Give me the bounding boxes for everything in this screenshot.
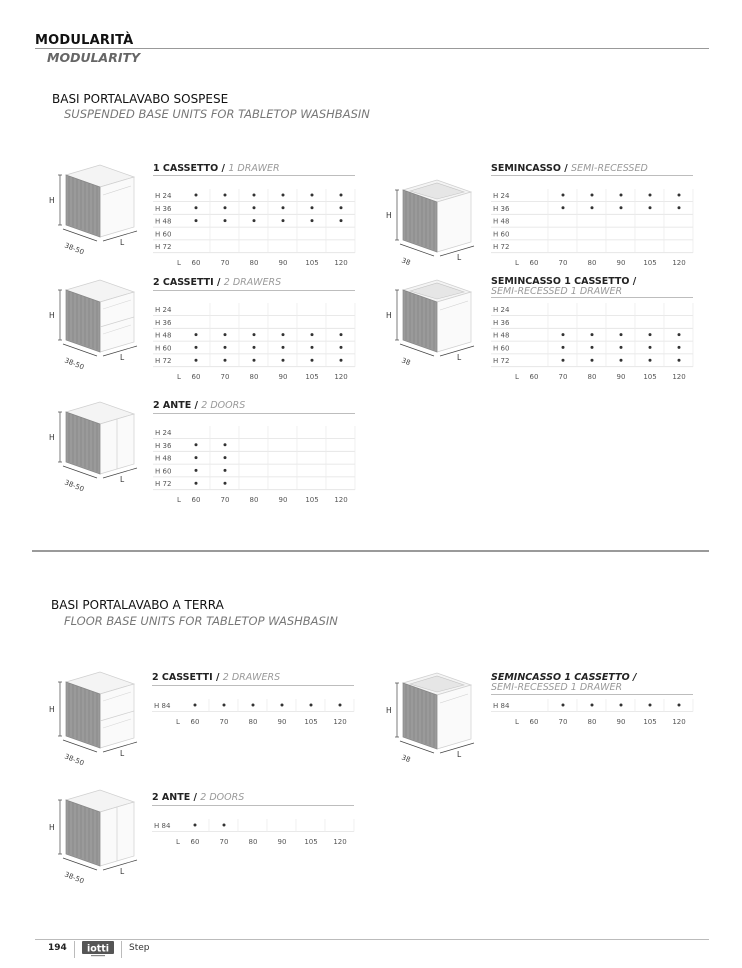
availability-dot: [311, 206, 314, 209]
row-label: H 24: [155, 192, 172, 200]
availability-table: [491, 303, 693, 381]
availability-dot: [311, 333, 314, 336]
column-header-width: 70: [558, 373, 568, 382]
availability-dot: [562, 359, 565, 362]
length-label: L: [457, 353, 462, 362]
availability-dot: [195, 469, 198, 472]
cabinet-illustration: [49, 165, 137, 256]
length-label: L: [120, 475, 125, 484]
column-header-label: L: [176, 838, 180, 846]
footer-separator: [74, 941, 75, 958]
cabinet-side: [66, 800, 100, 866]
column-header-width: 120: [333, 718, 347, 726]
row-label: H 48: [493, 331, 510, 340]
column-header-width: 70: [558, 259, 568, 268]
column-header-width: 70: [558, 718, 568, 726]
column-header-width: 90: [278, 259, 288, 268]
cabinet-front: [437, 292, 471, 352]
availability-dot: [195, 333, 198, 336]
height-label: H: [386, 211, 392, 220]
length-label: L: [120, 353, 125, 362]
column-header-width: 105: [643, 718, 657, 726]
column-header-width: 90: [616, 259, 626, 268]
availability-dot: [195, 194, 198, 197]
column-header-width: 105: [304, 838, 318, 846]
column-header-width: 90: [278, 373, 288, 382]
row-label: H 84: [154, 702, 171, 710]
availability-dot: [253, 333, 256, 336]
row-label: H 24: [493, 306, 510, 314]
availability-table: [152, 699, 354, 726]
column-header-width: 80: [587, 373, 597, 382]
length-label: L: [457, 253, 462, 262]
availability-dot: [311, 194, 314, 197]
depth-label: 38-50: [63, 241, 86, 257]
group-title-2-drawers: 2 CASSETTI / 2 DRAWERS: [153, 277, 282, 288]
height-label: H: [49, 705, 55, 714]
cabinet-front: [100, 177, 134, 237]
availability-dot: [253, 346, 256, 349]
availability-dot: [562, 333, 565, 336]
column-header-width: 80: [587, 718, 597, 726]
row-label: H 72: [493, 357, 510, 366]
availability-dot: [591, 194, 594, 197]
cabinet-illustration: [386, 673, 474, 764]
row-label: H 24: [155, 429, 172, 437]
column-header-width: 70: [219, 718, 229, 726]
availability-dot: [194, 824, 197, 827]
column-header-width: 120: [672, 259, 686, 268]
row-label: H 60: [493, 344, 510, 353]
depth-label: 38-50: [63, 870, 86, 886]
row-label: H 72: [155, 357, 172, 366]
column-header-width: 120: [334, 259, 348, 268]
availability-dot: [224, 219, 227, 222]
availability-dot: [253, 219, 256, 222]
group-title-floor-2-drawers: 2 CASSETTI / 2 DRAWERS: [152, 672, 281, 683]
row-label: H 48: [155, 331, 172, 340]
depth-label: 38: [400, 256, 412, 268]
row-label: H 60: [155, 230, 172, 239]
row-label: H 60: [155, 467, 172, 476]
cabinet-illustration: [49, 790, 137, 885]
group-title-floor-semi-recessed-1-drawer: SEMINCASSO 1 CASSETTO / SEMI-RECESSED 1 DRAWER: [491, 672, 637, 693]
column-header-width: 70: [220, 259, 230, 268]
column-header-width: 90: [277, 718, 287, 726]
page-subtitle: MODULARITY: [47, 50, 141, 65]
availability-dot: [224, 206, 227, 209]
availability-dot: [591, 333, 594, 336]
availability-dot: [340, 206, 343, 209]
column-header-width: 120: [672, 718, 686, 726]
availability-dot: [223, 824, 226, 827]
column-header-width: 105: [305, 373, 319, 382]
length-label: L: [120, 867, 125, 876]
cabinet-side: [66, 682, 100, 748]
availability-dot: [339, 704, 342, 707]
footer-divider: [35, 939, 709, 940]
availability-dot: [224, 469, 227, 472]
cabinet-illustration: [386, 280, 474, 367]
column-header-width: 105: [305, 259, 319, 268]
column-header-width: 60: [529, 373, 539, 382]
column-header-width: 80: [249, 496, 259, 505]
column-header-width: 80: [248, 718, 258, 726]
availability-dot: [620, 206, 623, 209]
availability-dot: [311, 219, 314, 222]
column-header-width: 120: [672, 373, 686, 382]
column-header-width: 70: [219, 838, 229, 846]
availability-dot: [281, 704, 284, 707]
column-header-width: 60: [191, 373, 201, 382]
row-label: H 24: [155, 306, 172, 314]
row-label: H 72: [155, 480, 172, 489]
row-label: H 36: [493, 318, 510, 327]
availability-dot: [310, 704, 313, 707]
row-label: H 48: [155, 217, 172, 226]
availability-table: [153, 189, 355, 267]
row-label: H 36: [155, 441, 172, 450]
section-title-floor: BASI PORTALAVABO A TERRA: [51, 598, 224, 612]
column-header-width: 80: [248, 838, 258, 846]
availability-dot: [620, 704, 623, 707]
availability-dot: [224, 482, 227, 485]
availability-dot: [224, 456, 227, 459]
column-header-width: 105: [304, 718, 318, 726]
availability-dot: [224, 359, 227, 362]
availability-dot: [282, 219, 285, 222]
column-header-width: 120: [333, 838, 347, 846]
availability-dot: [591, 704, 594, 707]
section-subtitle-floor: FLOOR BASE UNITS FOR TABLETOP WASHBASIN: [64, 614, 338, 628]
availability-dot: [340, 219, 343, 222]
availability-dot: [649, 704, 652, 707]
column-header-width: 105: [643, 373, 657, 382]
row-label: H 48: [493, 217, 510, 226]
availability-dot: [591, 359, 594, 362]
column-header-label: L: [515, 718, 519, 726]
availability-dot: [562, 194, 565, 197]
column-header-label: L: [176, 718, 180, 726]
height-label: H: [386, 706, 392, 715]
availability-table: [153, 303, 355, 381]
column-header-width: 60: [190, 838, 200, 846]
section-title-suspended: BASI PORTALAVABO SOSPESE: [52, 92, 229, 106]
availability-dot: [195, 359, 198, 362]
availability-dot: [253, 194, 256, 197]
svg-text:iotti: iotti: [86, 943, 110, 955]
column-header-label: L: [515, 259, 519, 268]
row-label: H 60: [493, 230, 510, 239]
column-header-width: 60: [191, 496, 201, 505]
availability-dot: [194, 704, 197, 707]
availability-table: [153, 426, 355, 504]
iotti-logo-icon: [82, 939, 114, 959]
group-title-2-doors: 2 ANTE / 2 DOORS: [153, 400, 246, 411]
group-title-semi-recessed-1-drawer: SEMINCASSO 1 CASSETTO / SEMI-RECESSED 1 DRAWER: [491, 276, 637, 297]
availability-dot: [311, 346, 314, 349]
column-header-label: L: [177, 373, 181, 382]
row-label: H 60: [155, 344, 172, 353]
cabinet-illustration: [49, 672, 137, 767]
depth-label: 38: [400, 753, 412, 765]
availability-dot: [591, 206, 594, 209]
availability-dot: [224, 333, 227, 336]
availability-table: [152, 819, 354, 846]
availability-table: [491, 189, 693, 267]
row-label: H 36: [155, 318, 172, 327]
availability-dot: [195, 443, 198, 446]
availability-dot: [649, 194, 652, 197]
depth-label: 38-50: [63, 478, 86, 494]
availability-dot: [252, 704, 255, 707]
cabinet-illustration: [386, 180, 474, 267]
height-label: H: [49, 433, 55, 442]
column-header-width: 80: [249, 373, 259, 382]
depth-label: 38-50: [63, 356, 86, 372]
row-label: H 48: [155, 454, 172, 463]
column-header-width: 105: [643, 259, 657, 268]
column-header-width: 120: [334, 496, 348, 505]
row-label: H 36: [493, 204, 510, 213]
availability-dot: [678, 359, 681, 362]
row-label: H 84: [154, 822, 171, 830]
availability-dot: [195, 482, 198, 485]
availability-dot: [195, 219, 198, 222]
column-header-width: 80: [249, 259, 259, 268]
availability-dot: [678, 346, 681, 349]
column-header-label: L: [177, 259, 181, 268]
row-label: H 24: [493, 192, 510, 200]
availability-dot: [649, 359, 652, 362]
availability-dot: [195, 206, 198, 209]
availability-dot: [340, 194, 343, 197]
height-label: H: [49, 823, 55, 832]
availability-dot: [678, 704, 681, 707]
column-header-width: 70: [220, 373, 230, 382]
availability-dot: [620, 333, 623, 336]
availability-dot: [620, 346, 623, 349]
length-label: L: [120, 238, 125, 247]
availability-dot: [253, 359, 256, 362]
depth-label: 38: [400, 356, 412, 368]
availability-dot: [224, 443, 227, 446]
footer-separator: [121, 941, 122, 958]
section-subtitle-suspended: SUSPENDED BASE UNITS FOR TABLETOP WASHBASIN: [64, 107, 370, 121]
row-label: H 84: [493, 702, 510, 710]
availability-dot: [340, 333, 343, 336]
availability-dot: [591, 346, 594, 349]
page-number: 194: [48, 943, 67, 953]
cabinet-side: [403, 683, 437, 749]
cabinet-front: [437, 192, 471, 252]
column-header-width: 90: [616, 718, 626, 726]
column-header-width: 60: [190, 718, 200, 726]
availability-dot: [649, 206, 652, 209]
availability-dot: [678, 206, 681, 209]
availability-dot: [678, 333, 681, 336]
availability-dot: [649, 346, 652, 349]
group-title-floor-2-doors: 2 ANTE / 2 DOORS: [152, 792, 245, 803]
availability-table: [491, 699, 693, 726]
availability-dot: [562, 206, 565, 209]
height-label: H: [49, 311, 55, 320]
availability-dot: [224, 194, 227, 197]
availability-dot: [562, 346, 565, 349]
column-header-width: 60: [191, 259, 201, 268]
column-header-width: 80: [587, 259, 597, 268]
column-header-width: 90: [278, 496, 288, 505]
column-header-label: L: [177, 496, 181, 505]
availability-dot: [224, 346, 227, 349]
availability-dot: [282, 346, 285, 349]
availability-dot: [678, 194, 681, 197]
column-header-width: 90: [277, 838, 287, 846]
group-title-1-drawer: 1 CASSETTO / 1 DRAWER: [153, 163, 280, 174]
availability-dot: [649, 333, 652, 336]
availability-dot: [562, 704, 565, 707]
length-label: L: [120, 749, 125, 758]
row-label: H 72: [155, 243, 172, 252]
cabinet-illustration: [49, 402, 137, 493]
availability-dot: [620, 359, 623, 362]
availability-dot: [340, 359, 343, 362]
availability-dot: [340, 346, 343, 349]
availability-dot: [282, 359, 285, 362]
cabinet-illustration: [49, 280, 137, 371]
column-header-width: 60: [529, 718, 539, 726]
group-title-semi-recessed: SEMINCASSO / SEMI-RECESSED: [491, 163, 648, 174]
availability-dot: [195, 346, 198, 349]
column-header-width: 120: [334, 373, 348, 382]
collection-name: Step: [129, 943, 150, 953]
column-header-width: 70: [220, 496, 230, 505]
availability-dot: [223, 704, 226, 707]
availability-dot: [282, 194, 285, 197]
length-label: L: [457, 750, 462, 759]
depth-label: 38-50: [63, 752, 86, 768]
column-header-width: 90: [616, 373, 626, 382]
row-label: H 72: [493, 243, 510, 252]
availability-dot: [282, 333, 285, 336]
column-header-width: 60: [529, 259, 539, 268]
row-label: H 36: [155, 204, 172, 213]
page-title: MODULARITÀ: [35, 33, 134, 48]
availability-dot: [282, 206, 285, 209]
column-header-width: 105: [305, 496, 319, 505]
availability-dot: [311, 359, 314, 362]
availability-dot: [253, 206, 256, 209]
height-label: H: [49, 196, 55, 205]
column-header-label: L: [515, 373, 519, 382]
availability-dot: [195, 456, 198, 459]
availability-dot: [620, 194, 623, 197]
height-label: H: [386, 311, 392, 320]
